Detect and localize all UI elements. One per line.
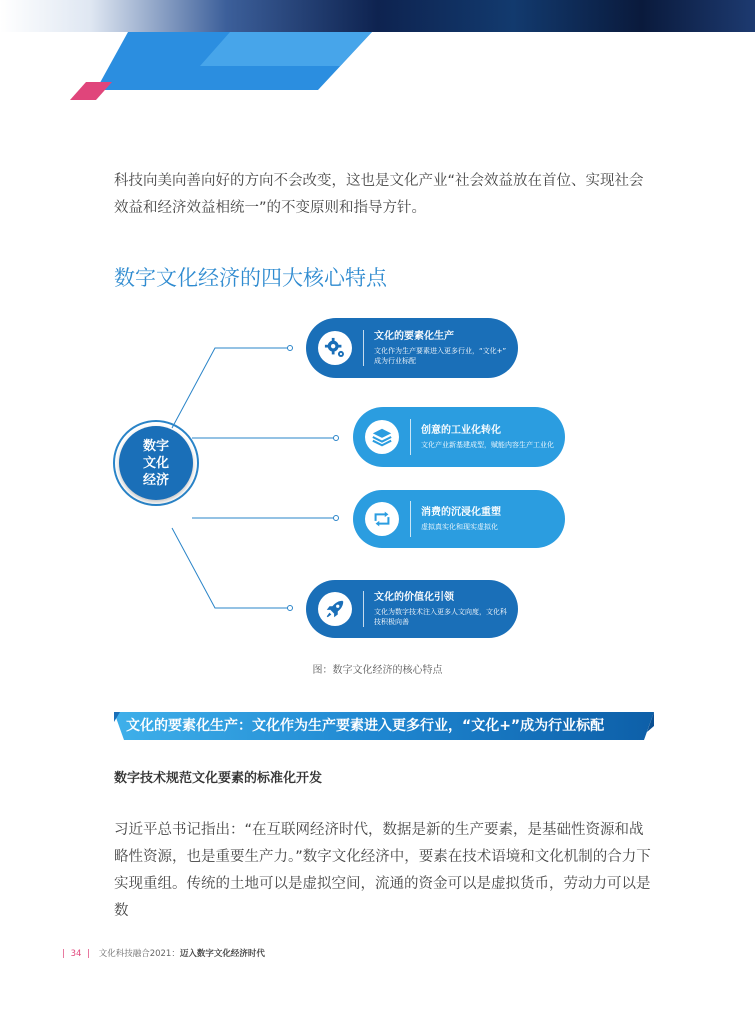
- connector-dot-4: [288, 606, 293, 611]
- feature-separator-1: [363, 330, 364, 366]
- body-paragraph: 习近平总书记指出：“在互联网经济时代，数据是新的生产要素，是基础性资源和战略性资源，也是重要生产力。”数字文化经济中，要素在技术语境和文化机制的合力下实现重组。传统的土地可以是虚拟空间，流通的资金可以是虚拟货币，劳动力可以是数: [114, 822, 651, 919]
- footer-publication: 文化科技融合2021：: [98, 949, 180, 959]
- footer: [62, 947, 265, 959]
- feature-icon-circle-3: [365, 502, 399, 536]
- feature-icon-circle-4: [318, 592, 352, 626]
- feature-separator-4: [363, 591, 364, 627]
- refresh-icon: [371, 508, 393, 530]
- footer-page-number: 34: [70, 949, 82, 959]
- feature-desc-3: 虚拟真实化和现实虚拟化: [421, 523, 498, 531]
- sub-heading: 数字技术规范文化要素的标准化开发: [114, 771, 323, 786]
- banner-heading: 文化的要素化生产：文化作为生产要素进入更多行业，“文化+”成为行业标配: [126, 718, 605, 734]
- feature-card-1: [306, 318, 518, 378]
- feature-title-3: 消费的沉浸化重塑: [421, 507, 501, 518]
- intro-paragraph: 科技向美向善向好的方向不会改变，这也是文化产业“社会效益放在首位、实现社会效益和经济效益相统一”的不变原则和指导方针。: [114, 173, 644, 216]
- rocket-icon: [324, 598, 346, 620]
- header-decoration: [0, 0, 755, 110]
- center-circle: [119, 426, 193, 500]
- footer-divider-right: |: [87, 949, 90, 959]
- feature-card-3: [353, 490, 565, 548]
- layers-icon: [371, 426, 393, 448]
- center-label-line2: 文化: [142, 455, 169, 471]
- figure-caption: 图：数字文化经济的核心特点: [312, 665, 443, 676]
- feature-separator-2: [410, 419, 411, 455]
- feature-title-1: 文化的要素化生产: [374, 331, 454, 342]
- footer-publication-bold: 迈入数字文化经济时代: [179, 949, 265, 959]
- center-label-line3: 经济: [142, 472, 169, 488]
- section-title: 数字文化经济的四大核心特点: [114, 266, 387, 290]
- connector-line-1: [172, 348, 290, 428]
- center-label-line1: 数字: [142, 438, 169, 454]
- header-pink-shape: [70, 82, 112, 100]
- feature-title-4: 文化的价值化引领: [374, 592, 454, 603]
- connector-dot-2: [334, 436, 339, 441]
- feature-title-2: 创意的工业化转化: [421, 425, 501, 436]
- feature-icon-circle-1: [318, 331, 352, 365]
- connector-dot-3: [334, 516, 339, 521]
- feature-desc-4: 文化为数字技术注入更多人文向度，文化科技积极向善: [374, 608, 507, 626]
- footer-divider-left: |: [62, 949, 65, 959]
- connector-line-4: [172, 528, 290, 608]
- feature-separator-3: [410, 501, 411, 537]
- feature-card-4: [306, 580, 518, 638]
- feature-desc-1: 文化作为生产要素进入更多行业，“文化+” 成为行业标配: [374, 347, 507, 365]
- feature-card-2: [353, 407, 565, 467]
- header-light-blue-shape: [200, 32, 372, 66]
- gear-icon: [324, 337, 346, 359]
- connector-dot-1: [288, 346, 293, 351]
- feature-icon-circle-2: [365, 420, 399, 454]
- feature-desc-2: 文化产业新基建成型，赋能内容生产工业化: [421, 441, 554, 449]
